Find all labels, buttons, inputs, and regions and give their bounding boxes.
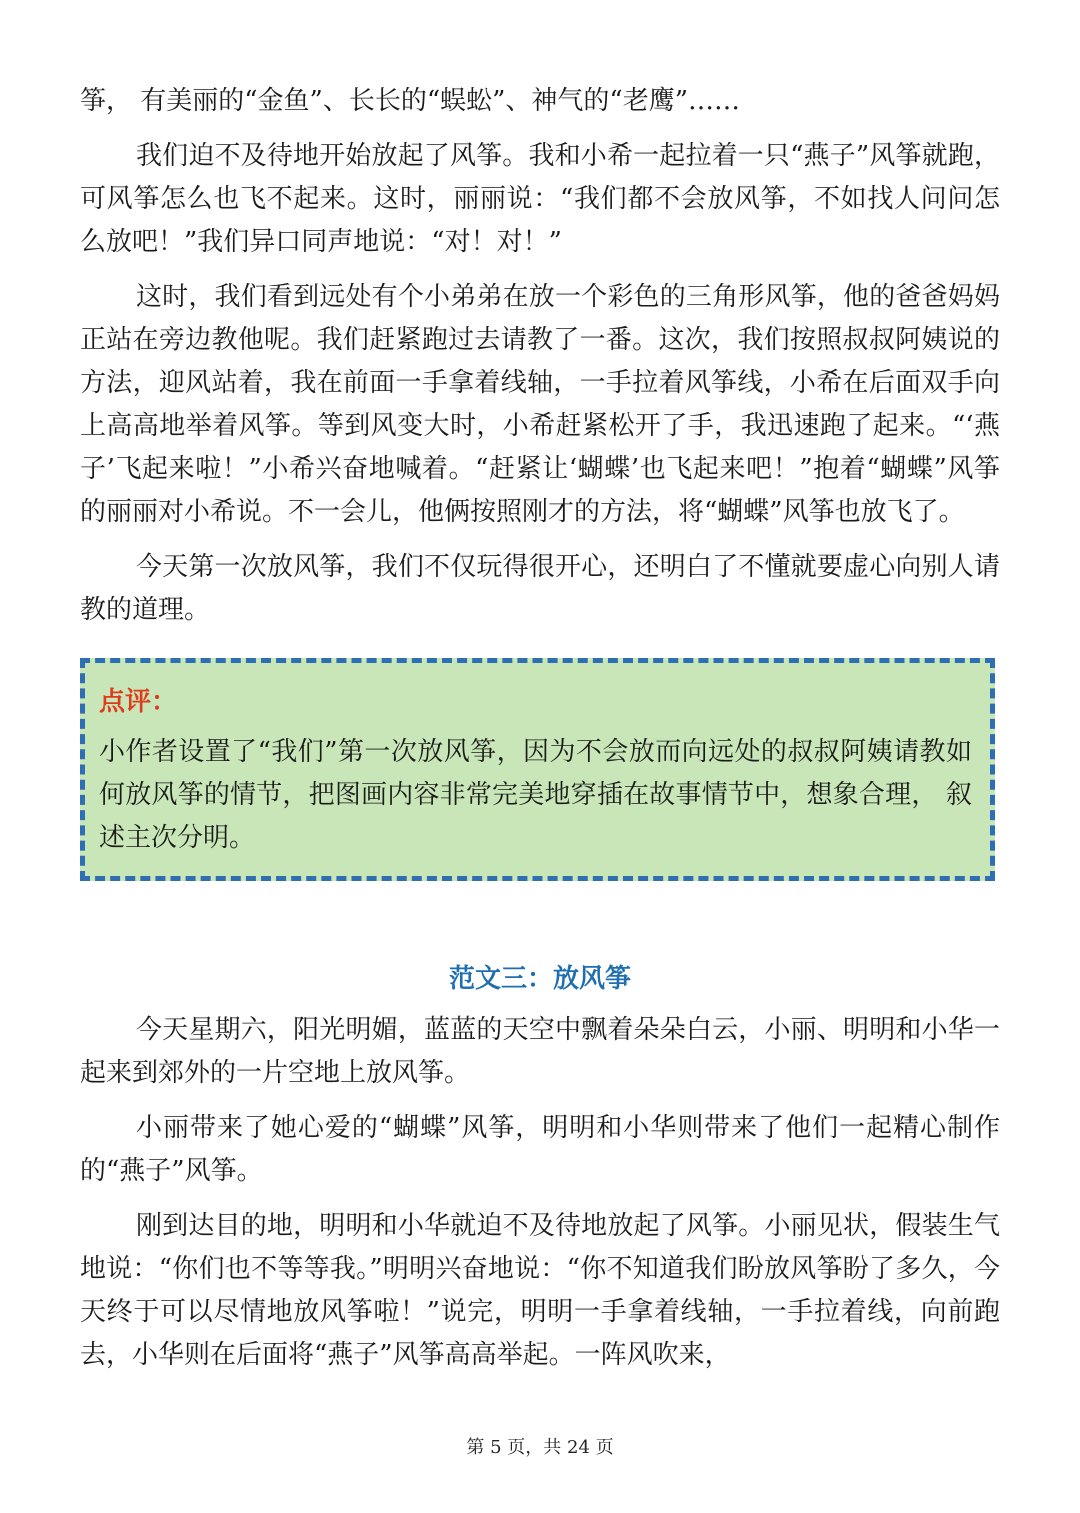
page-footer: 第 5 页，共 24 页 [466,1437,614,1458]
essay-paragraph-1: 今天星期六，阳光明媚，蓝蓝的天空中飘着朵朵白云，小丽、明明和小华一起来到郊外的一片空地上放风筝。 [80,1015,1000,1088]
story-paragraph-3: 这时，我们看到远处有个小弟弟在放一个彩色的三角形风筝，他的爸爸妈妈正站在旁边教他呢。我们赶紧跑过去请教了一番。这次，我们按照叔叔阿姨说的方法，迎风站着，我在前面一手拿着线轴，一手拉着风筝线，小希在后面双手向上高高地举着风筝。等到风变大时，小希赶紧松开了手，我迅速跑了起来。“‘燕子’飞起来啦！”小希兴奋地喊着。“赶紧让‘蝴蝶’也飞起来吧！”抱着“蝴蝶”风筝的丽丽对小希说。不一会儿，他俩按照刚才的方法，将“蝴蝶”风筝也放飞了。 [80,282,1000,527]
essay-paragraph-3: 刚到达目的地，明明和小华就迫不及待地放起了风筝。小丽见状，假装生气地说：“你们也不等等我。”明明兴奋地说：“你不知道我们盼放风筝盼了多久，今天终于可以尽情地放风筝啦！”说完，明明一手拿着线轴，一手拉着线，向前跑去，小华则在后面将“燕子”风筝高高举起。一阵风吹来， [80,1211,1000,1370]
comment-title: 点评： [99,687,178,717]
essay-paragraph-2: 小丽带来了她心爱的“蝴蝶”风筝，明明和小华则带来了他们一起精心制作的“燕子”风筝。 [80,1113,1000,1186]
comment-box [80,658,995,881]
story-paragraph-2: 我们迫不及待地开始放起了风筝。我和小希一起拉着一只“燕子”风筝就跑， 可风筝怎么也飞不起来。这时，丽丽说：“我们都不会放风筝，不如找人问问怎么放吧！”我们异口同声地说：“对！对！” [80,141,1000,257]
essay-title: 范文三：放风筝 [448,964,631,994]
comment-text: 小作者设置了“我们”第一次放风筝，因为不会放而向远处的叔叔阿姨请教如何放风筝的情节，把图画内容非常完美地穿插在故事情节中，想象合理， 叙述主次分明。 [99,737,972,853]
page-content [80,80,1000,1389]
story-paragraph-1: 筝， 有美丽的“金鱼”、长长的“蜈蚣”、神气的“老鹰”…… [80,86,741,116]
story-paragraph-4: 今天第一次放风筝，我们不仅玩得很开心，还明白了不懂就要虚心向别人请教的道理。 [80,552,1000,625]
